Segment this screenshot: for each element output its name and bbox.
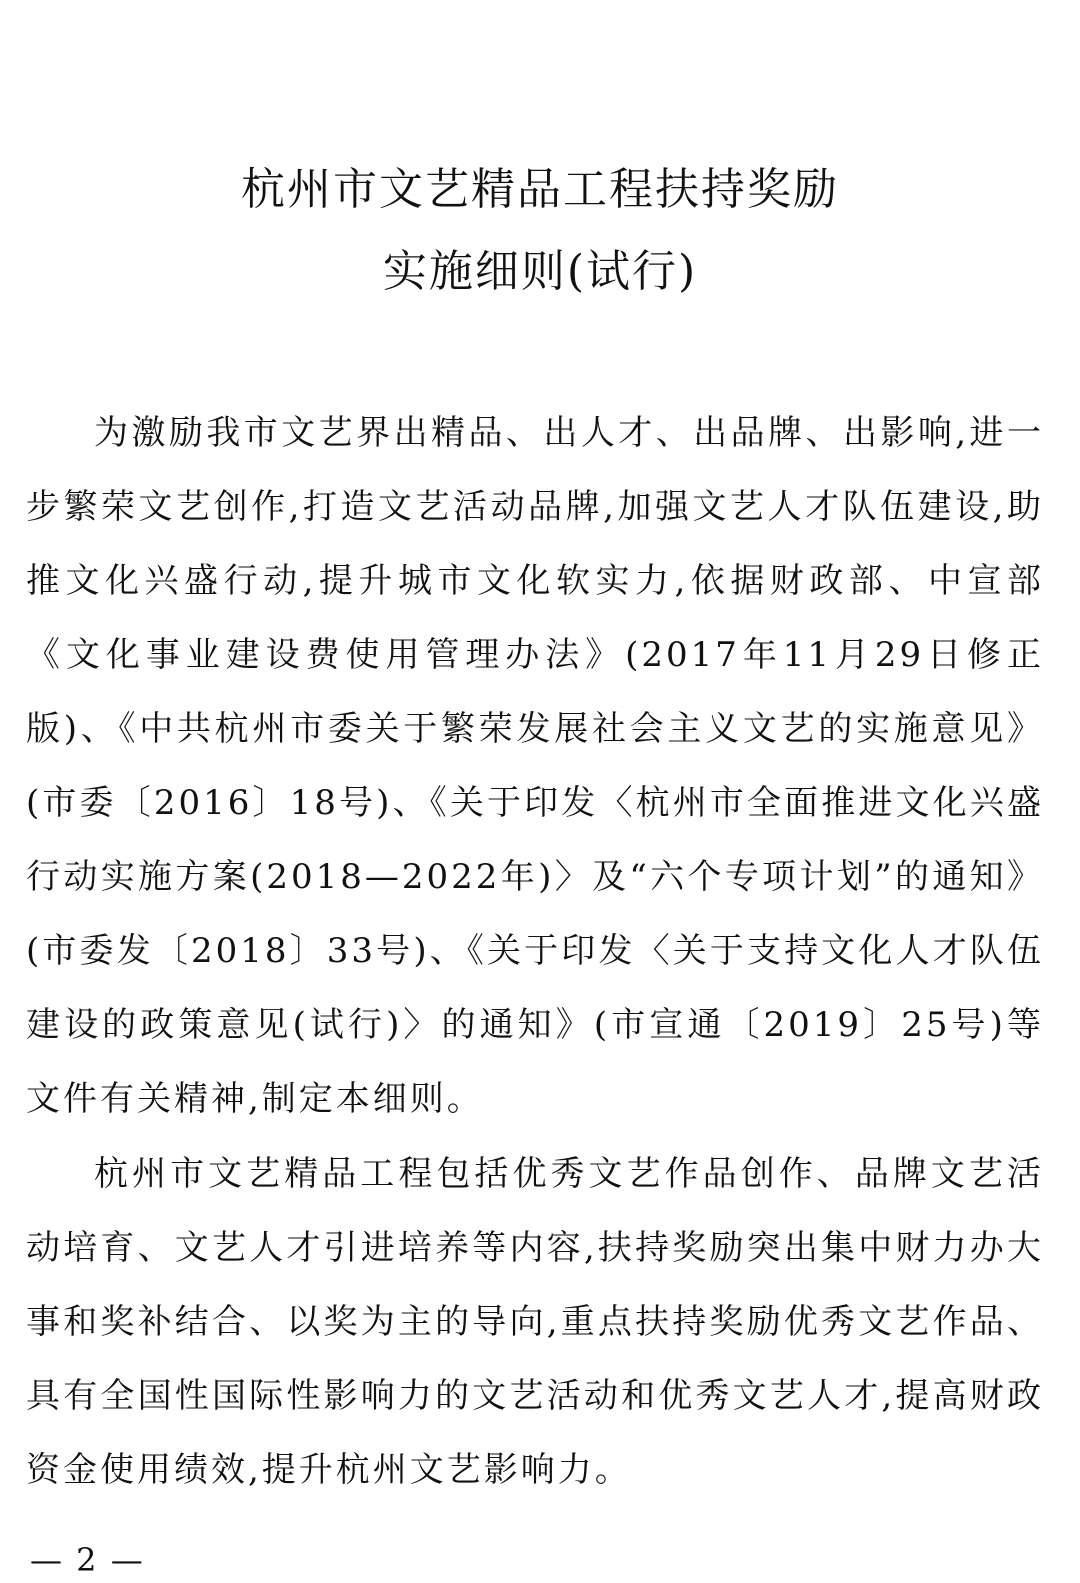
document-title-line1: 杭州市文艺精品工程扶持奖励 <box>241 164 839 215</box>
body-paragraph-1: 为激励我市文艺界出精品、出人才、出品牌、出影响,进一步繁荣文艺创作,打造文艺活动品牌,加强文艺人才队伍建设,助推文化兴盛行动,提升城市文化软实力,依据财政部、中宣部《文化事业建设费使用管理办法》(2017年11月29日修正版)、《中共杭州市委关于繁荣发展社会主义文艺的实施意见》(市委〔2016〕18号)、《关于印发〈杭州市全面推进文化兴盛行动实施方案(2018—2022年)〉及“六个专项计划”的通知》(市委发〔2018〕33号)、《关于印发〈关于支持文化人才队伍建设的政策意见(试行)〉的通知》(市宣通〔2019〕25号)等文件有关精神,制定本细则。 <box>26 413 1044 1119</box>
document-title-line2: 实施细则(试行) <box>382 246 698 297</box>
page-number: — 2 — <box>30 1541 145 1579</box>
body-paragraph-2: 杭州市文艺精品工程包括优秀文艺作品创作、品牌文艺活动培育、文艺人才引进培养等内容,扶持奖励突出集中财力办大事和奖补结合、以奖为主的导向,重点扶持奖励优秀文艺作品、具有全国性国际性影响力的文艺活动和优秀文艺人才,提高财政资金使用绩效,提升杭州文艺影响力。 <box>26 1154 1044 1490</box>
